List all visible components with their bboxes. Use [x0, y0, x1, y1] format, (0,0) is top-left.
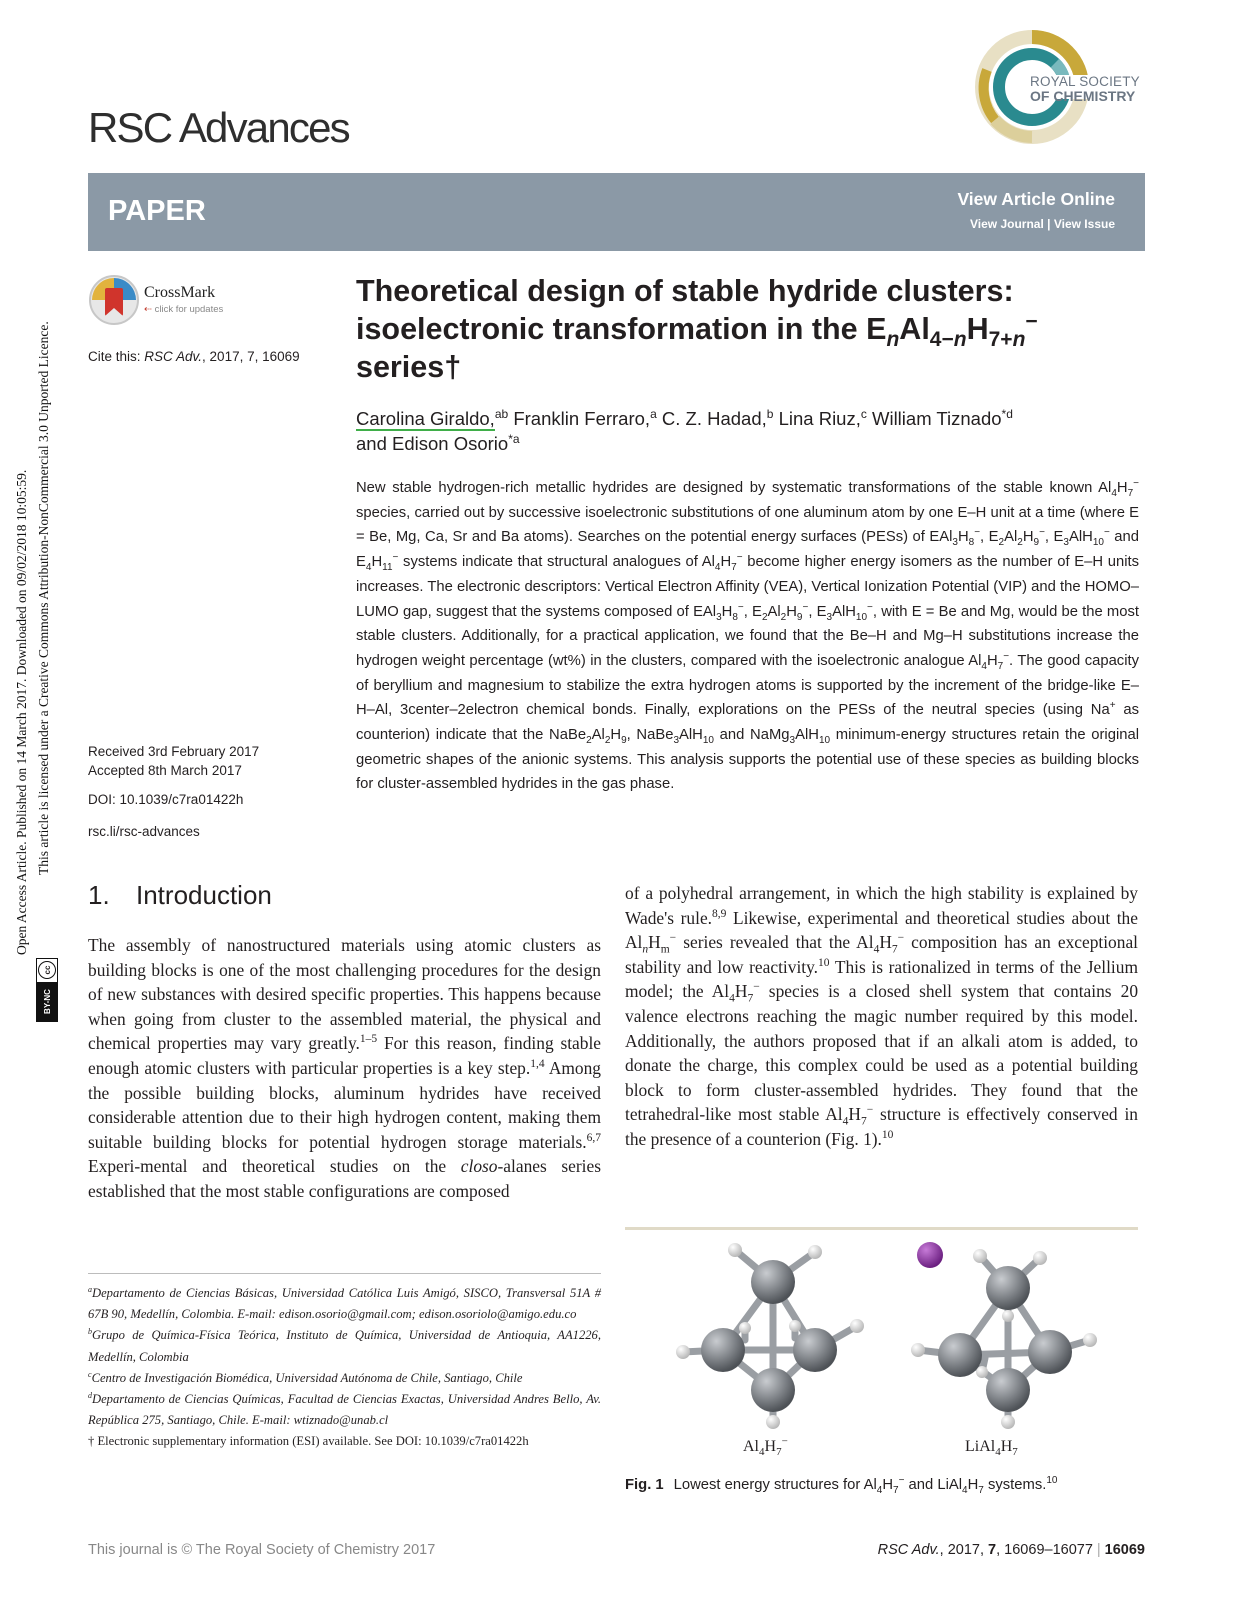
page-number: 16069 [1104, 1542, 1145, 1558]
crossmark-sub: ⇠ click for updates [144, 304, 224, 315]
open-access-note: Open Access Article. Published on 14 March 2017. Downloaded on 09/02/2018 10:05:59. [14, 469, 29, 955]
view-article-online-link[interactable]: View Article Online [957, 189, 1115, 209]
doi: DOI: 10.1039/c7ra01422h [88, 792, 244, 807]
received-date: Received 3rd February 2017 [88, 744, 260, 759]
reference-link[interactable]: 10 [818, 956, 830, 969]
figure-caption: Fig. 1 Lowest energy structures for $Al_4H_7^-$ and $LiAl_4H_7$ systems.$^{10}$ [625, 1475, 1058, 1496]
figure-number: Fig. 1 [625, 1477, 664, 1493]
cc-licence-icon[interactable] [36, 958, 58, 1022]
figure-1 [625, 1240, 1138, 1465]
reference-link[interactable]: 1,4 [530, 1058, 545, 1071]
cite-this: Cite this: RSC Adv., 2017, 7, 16069 [88, 349, 300, 364]
by-nc-icon: BY-NC [36, 982, 58, 1021]
side-margin [6, 0, 52, 1040]
figure-label-lial4h7: $LiAl_4H_7$ [965, 1438, 1018, 1459]
view-issue-link[interactable]: View Issue [1053, 217, 1115, 231]
abstract: New stable hydrogen-rich metallic hydrides are designed by systematic transformations of the stable known $Al_4H_7^-$ species, carried out by successive isoelectronic substitutions of one aluminum atom by one E–H unit at a time (where E = Be, Mg, Ca, Sr and Ba atoms). Searches on the potential energy surfaces (PESs) of $EAl_3H_8^-$, $E_2Al_2H_9^-$, $E_3AlH_{10}^-$ and $E_4H_{11}^-$ systems indicate that structural analogues of $Al_4H_7^-$ become higher energy isomers as the number of E–H units increases. The electronic descriptors: Vertical Electron Affinity (VEA), Vertical Ionization Potential (VIP) and the HOMO–LUMO gap, suggest that the systems composed of $EAl_3H_8^-$, $E_2Al_2H_9^-$, $E_3AlH_{10}^-$, with E = Be and Mg, would be the most stable clusters. Additionally, for a practical application, we found that the Be–H and Mg–H substitutions increase the hydrogen weight percentage (wt%) in the clusters, compared with the isoelectronic analogue $Al_4H_7^-$. The good capacity of beryllium and magnesium to stabilize the extra hydrogen atoms is supported by the increment of the bridge-like E–H–Al, 3center–2electron chemical bonds. Finally, explorations on the PESs of the neutral species (using Na+ as counterion) indicate that the $NaBe_2Al_2H_9$, NaBe$_3$AlH$_{10}$ and NaMg$_3$AlH$_{10}$ minimum-energy structures retain the original geometric shapes of the anionic systems. This analysis supports the potential use of these species as building blocks for cluster-assembled hydrides in the gas phase. [356, 478, 1139, 793]
al4h7-structure-image [665, 1240, 885, 1430]
affiliation-a: $^a$Departamento de Ciencias Básicas, Universidad Católica Luis Amigó, SISCO, Transversal 51A # 67B 90, Medellín, Colombia. E-mail: edison.osorio@gmail.com; edison.osoriolo@amigo.edu.co [88, 1284, 601, 1322]
affiliation-b: $^b$Grupo de Química-Física Teórica, Instituto de Química, Universidad de Antioquia, AA1226, Medellín, Colombia [88, 1327, 601, 1364]
article-title: Theoretical design of stable hydride clusters: isoelectronic transformation in the $E_nAl_{4-n}H_{7+n}^-$ series† [356, 274, 1038, 384]
esi-note: † Electronic supplementary information (ESI) available. See DOI: 10.1039/c7ra01422h [88, 1434, 529, 1449]
footer-citation: RSC Adv., 2017, 7, 16069–16077 | 16069 [877, 1542, 1145, 1558]
cc-icon: cc [38, 961, 56, 979]
article-type-label: PAPER [108, 195, 206, 227]
licence-link[interactable]: This article is licensed under a Creative Commons Attribution-NonCommercial 3.0 Unported Licence. [36, 321, 51, 875]
esi-dagger-link[interactable]: † [444, 350, 462, 384]
affiliation-d: $^d$Departamento de Ciencias Químicas, Facultad de Ciencias Exactas, Universidad Andres Bello, Av. República 275, Santiago, Chile. E-mail: wtiznado@unab.cl [88, 1390, 601, 1428]
body-column-left: The assembly of nanostructured materials using atomic clusters as building blocks is one of the most challenging procedures for the design of new substances with desired specific properties. This happens because when going from cluster to the assembled material, the physical and chemical properties may vary greatly.$^{1-5}$ For this reason, finding stable enough atomic clusters with particular properties is a key step.$^{1,4}$ Among the possible building blocks, aluminum hydrides have received considerable attention due to their high hydrogen content, making them suitable building blocks for potential hydrogen storage materials.$^{6,7}$ Experi-mental and theoretical studies on the closo-alanes series established that the most stable configurations are composed [88, 935, 602, 1201]
dates [88, 742, 259, 780]
crossmark-icon [88, 274, 140, 326]
journal-title: RSC Advances [88, 104, 349, 151]
figure-label-al4h7: $Al_4H_7^-$ [743, 1435, 788, 1459]
body-column-right: of a polyhedral arrangement, in which the high stability is explained by Wade's rule.$^{8,9}$ Likewise, experimental and theoretical studies about the $Al_nH_m^-$ series revealed that the $Al_4H_7^-$ composition has an exceptional stability and low reactivity.$^{10}$ This is rationalized in terms of the Jellium model; the $Al_4H_7^-$ species is a closed shell system that contains 20 valence electrons reaching the magic number required by this model. Additionally, the authors proposed that if an alkali atom is added, to donate the charge, this complex could be used as a potential building block to form cluster-assembled hydrides. They found that the tetrahedral-like most stable $Al_4H_7^-$ structure is effectively conserved in the presence of a counterion (Fig. 1).$^{10}$ [625, 883, 1139, 1149]
crossmark-name: CrossMark [144, 284, 216, 301]
affiliation-c: $^c$Centro de Investigación Biomédica, Universidad Autónoma de Chile, Santiago, Chile [88, 1369, 523, 1385]
reference-link[interactable]: 1–5 [359, 1033, 378, 1046]
article-type-banner [88, 173, 1145, 251]
reference-link[interactable]: 10 [881, 1129, 894, 1142]
author-list: Carolina Giraldo,$^{ab}$ Franklin Ferraro,$^a$ C. Z. Hadad,$^b$ Lina Riuz,$^c$ William Tiznado$^{*d}$ and Edison Osorio$^{*a}$ [356, 406, 1013, 454]
view-links [970, 217, 1115, 231]
affiliations [88, 1283, 601, 1453]
crossmark-button[interactable] [88, 274, 238, 328]
figure-divider [625, 1227, 1138, 1230]
reference-link[interactable]: 6,7 [586, 1131, 601, 1144]
journal-link[interactable]: rsc.li/rsc-advances [88, 824, 200, 839]
rsc-logo-text: ROYAL SOCIETY OF CHEMISTRY [1030, 74, 1140, 104]
link-separator: | [1043, 217, 1054, 231]
view-journal-link[interactable]: View Journal [970, 217, 1044, 231]
footer-copyright: This journal is © The Royal Society of Chemistry 2017 [88, 1542, 436, 1558]
accepted-date: Accepted 8th March 2017 [88, 763, 242, 778]
author-link[interactable]: Carolina Giraldo, [356, 408, 495, 429]
footnote-divider [88, 1273, 601, 1274]
reference-link[interactable]: 10 [1046, 1475, 1058, 1487]
section-heading-introduction: 1. Introduction [88, 880, 272, 910]
lial4h7-structure-image [890, 1240, 1110, 1430]
reference-link[interactable]: 8,9 [712, 907, 727, 920]
